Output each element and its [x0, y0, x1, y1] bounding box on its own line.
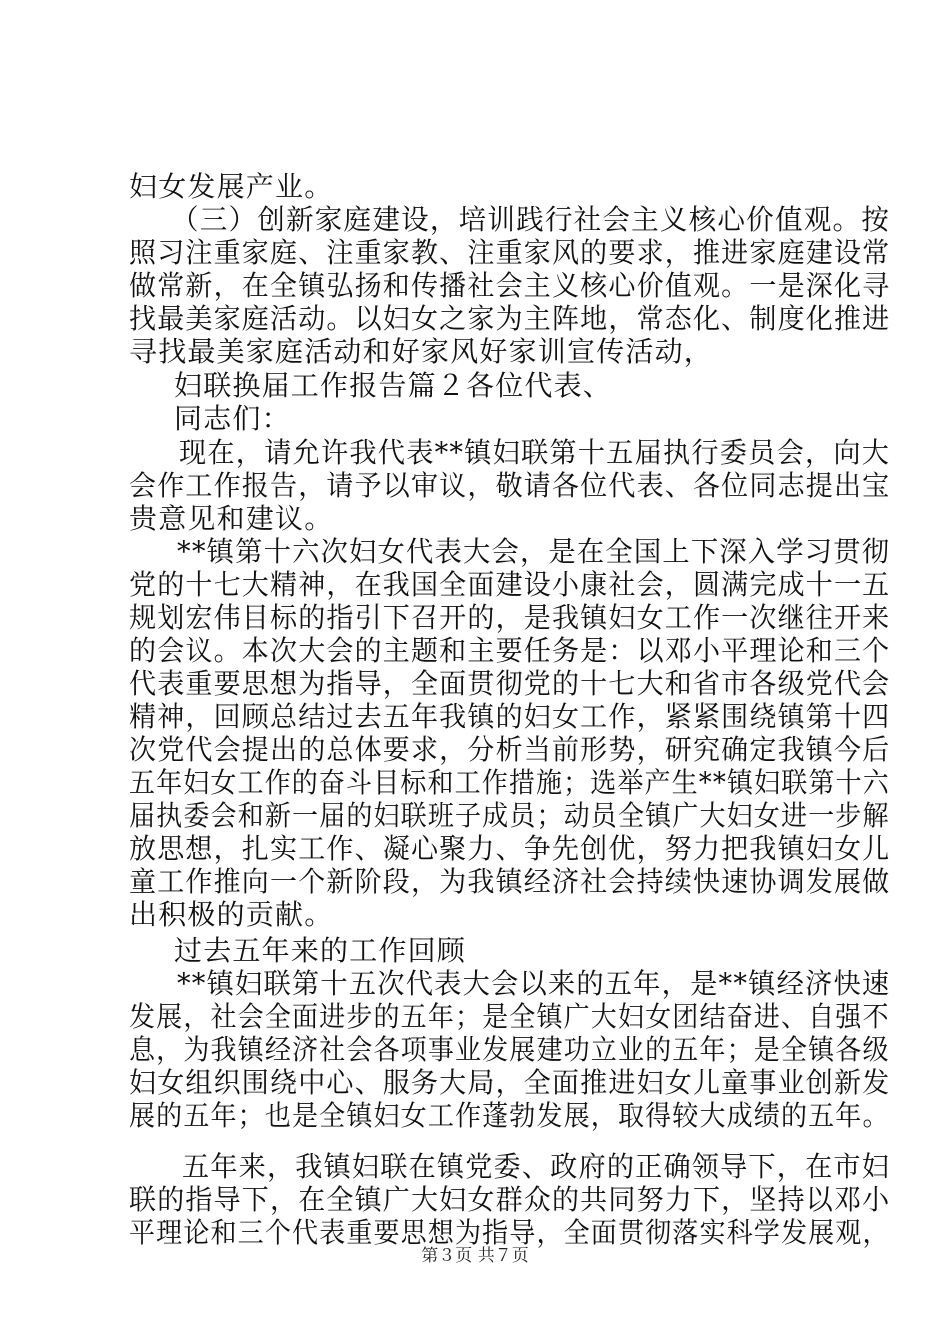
- body-text-line: 童工作推向一个新阶段，为我镇经济社会持续快速协调发展做: [129, 865, 891, 898]
- salutation-line: 同志们：: [174, 402, 291, 435]
- body-text-line: 党的十七大精神，在我国全面建设小康社会，圆满完成十一五: [129, 568, 891, 601]
- body-text-line: 会作工作报告，请予以审议，敬请各位代表、各位同志提出宝: [129, 469, 891, 502]
- page-number-footer: 第３页 共７页: [421, 1246, 529, 1266]
- body-text-line: 做常新，在全镇弘扬和传播社会主义核心价值观。一是深化寻: [129, 269, 891, 302]
- body-text-line: 代表重要思想为指导，全面贯彻党的十七大和省市各级党代会: [129, 667, 891, 700]
- body-text-line: 找最美家庭活动。以妇女之家为主阵地，常态化、制度化推进: [129, 302, 891, 335]
- body-text-line: 次党代会提出的总体要求，分析当前形势，研究确定我镇今后: [129, 733, 891, 766]
- paragraph-start-line: 五年来，我镇妇联在镇党委、政府的正确领导下，在市妇: [182, 1150, 891, 1183]
- paragraph-start-line: **镇第十六次妇女代表大会，是在全国上下深入学习贯彻: [177, 535, 891, 568]
- body-text-line: 寻找最美家庭活动和好家风好家训宣传活动，: [129, 335, 714, 368]
- body-text-line: 联的指导下，在全镇广大妇女群众的共同努力下，坚持以邓小: [129, 1183, 891, 1216]
- body-text-line: 贵意见和建议。: [129, 502, 334, 535]
- body-text-line: 规划宏伟目标的指引下召开的，是我镇妇女工作一次继往开来: [129, 601, 891, 634]
- paragraph-start-line: 现在，请允许我代表**镇妇联第十五届执行委员会，向大: [179, 436, 891, 469]
- body-text-line: 妇女发展产业。: [129, 170, 334, 203]
- body-text-line: 发展，社会全面进步的五年；是全镇广大妇女团结奋进、自强不: [129, 1000, 890, 1033]
- section-heading-line: （三）创新家庭建设，培训践行社会主义核心价值观。按: [171, 203, 890, 236]
- paragraph-start-line: **镇妇联第十五次代表大会以来的五年，是**镇经济快速: [177, 967, 891, 1000]
- section-heading-line: 过去五年来的工作回顾: [174, 934, 467, 967]
- body-text-line: 息，为我镇经济社会各项事业发展建功立业的五年；是全镇各级: [129, 1033, 890, 1066]
- body-text-line: 平理论和三个代表重要思想为指导，全面贯彻落实科学发展观，: [129, 1216, 890, 1249]
- body-text-line: 妇女组织围绕中心、服务大局，全面推进妇女儿童事业创新发: [129, 1066, 891, 1099]
- body-text-line: 出积极的贡献。: [129, 898, 334, 931]
- body-text-line: 届执委会和新一届的妇联班子成员；动员全镇广大妇女进一步解: [129, 799, 890, 832]
- body-text-line: 的会议。本次大会的主题和主要任务是：以邓小平理论和三个: [129, 634, 891, 667]
- body-text-line: 五年妇女工作的奋斗目标和工作措施；选举产生**镇妇联第十六: [129, 766, 890, 799]
- body-text-line: 照习注重家庭、注重家教、注重家风的要求，推进家庭建设常: [129, 236, 891, 269]
- body-text-line: 放思想，扎实工作、凝心聚力、争先创优，努力把我镇妇女儿: [129, 832, 891, 865]
- body-text-line: 精神，回顾总结过去五年我镇的妇女工作，紧紧围绕镇第十四: [129, 700, 891, 733]
- body-text-line: 展的五年；也是全镇妇女工作蓬勃发展，取得较大成绩的五年。: [129, 1099, 890, 1132]
- report-title-line: 妇联换届工作报告篇２各位代表、: [174, 369, 613, 402]
